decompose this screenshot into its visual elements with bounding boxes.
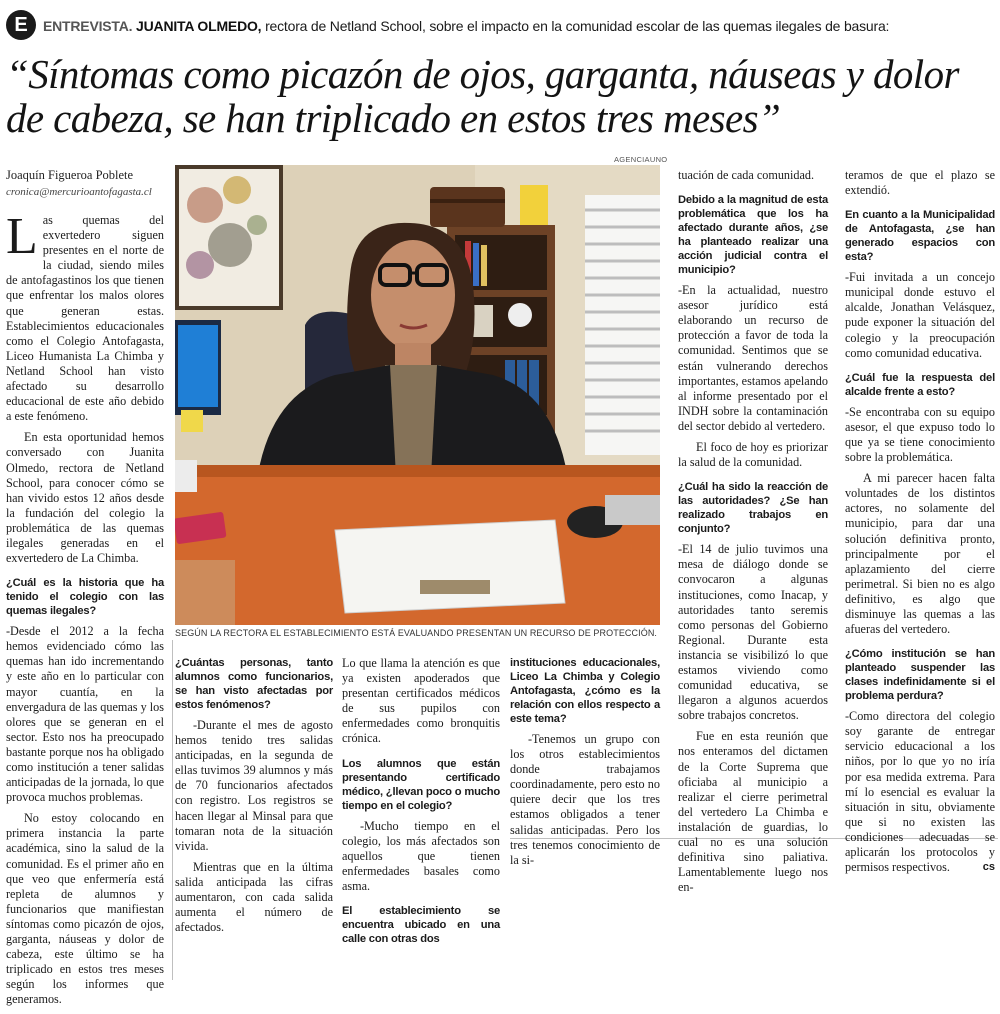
author-name: Joaquín Figueroa Poblete [6,168,134,182]
question: En cuanto a la Municipalidad de Antofagasta, ¿se han generado espacios con esta? [845,209,995,264]
end-mark: cs [982,861,995,874]
paragraph: -Durante el mes de agosto hemos tenido tres salidas anticipadas, en la segunda de ellas tuvimos 39 alumnos y más de 70 funcionarios afectados con registro. Los registros se hacen llegar al Minsal para que tomaran nota de la situación vivida. [175,718,333,853]
question: ¿Cuántas personas, tanto alumnos como funcionarios, se han visto afectadas por estos fenómenos? [175,657,333,711]
paragraph: -En la actualidad, nuestro asesor jurídico está elaborando un recurso de protección a favor de toda la comunidad. Sentimos que se están vulnerando derechos importantes, estamos apelando al informe presentado por el INDH sobre la contaminación del sector debido al vertedero. [678,283,828,433]
column-3 [342,656,500,952]
paragraph: -Fui invitada a un concejo municipal donde estuvo el alcalde, Jonathan Velásquez, pude exponer la situación del colegio y la preocupación como comunidad educativa. [845,270,995,360]
paragraph: -Tenemos un grupo con los otros establecimientos donde trabajamos coordinadamente, pero esto no quiere decir que los tres estamos obligados a tener salidas anticipadas. Pero los tres tenemos conocimiento de la si- [510,732,660,867]
paragraph: -El 14 de julio tuvimos una mesa de diálogo donde se convocaron a algunas instituciones, como Inacap, y autoridades tanto seremis como personas del Gobierno Regional. Durante esta instancia se visibilizó lo que estamos viviendo como comunidad educativa, se llegaron a algunos acuerdos sobre trabajos concretos. [678,542,828,723]
question: ¿Cuál ha sido la reacción de las autoridades? ¿Se han realizado trabajos en conjunto? [678,481,828,536]
question: ¿Cuál fue la respuesta del alcalde frente a esto? [845,371,995,398]
question: Los alumnos que están presentando certificado médico, ¿llevan poco o mucho tiempo en el colegio? [342,757,500,812]
column-4 [510,656,660,874]
paragraph: tuación de cada comunidad. [678,168,815,182]
question: instituciones educacionales, Liceo La Chimba y Colegio Antofagasta, ¿cómo es la relación con ellos respecto a este tema? [510,657,660,725]
question: ¿Cuál es la historia que ha tenido el colegio con las quemas ilegales? [6,577,164,618]
paragraph: Lo que llama la atención es que ya existen apoderados que presentan certificados médicos de sus pupilos con enfermedades como bronquitis crónica. [342,656,500,746]
headline: “Síntomas como picazón de ojos, garganta, náuseas y dolor de cabeza, se han triplicado en estos tres meses” [6,51,959,141]
section-label: ENTREVISTA. [43,18,133,34]
drop-cap: L [6,208,38,265]
paragraph: Fue en esta reunión que nos enteramos del dictamen de la Corte Suprema que oficiaba al municipio a realizar el cierre perimetral del vertedero La Chimba e instalación de guardias, lo cual no es una solución definitiva sino paliativa. Lamentablemente luego nos en- [678,729,828,895]
paragraph: En esta oportunidad hemos conversado con Juanita Olmedo, rectora de Netland School, para conocer cómo se han vivido estos 12 años desde la fundación del colegio la problemática de las quemas ilegales generadas en el exvertedero de La Chimba. [6,430,164,566]
column-divider [172,640,173,980]
paragraph: teramos de que el plazo se extendió. [845,168,995,198]
photo-illustration [175,165,660,625]
column-6 [845,168,995,881]
section-badge: E [6,10,36,40]
paragraph: No estoy colocando en primera instancia la parte académica, sino la salud de la comunidad. Es el primer año en que veo que enfermería está repleta de alumnos y funcionarios que manifiestan síntomas como picazón de ojos, garganta, náuseas y dolor de cabeza, este último se ha triplicado en estos tres meses según los informes que generamos. [6,811,164,1007]
byline [6,168,171,198]
author-email[interactable]: cronica@mercurioantofagasta.cl [6,186,152,198]
column-1 [6,208,164,1014]
paragraph: -Se encontraba con su equipo asesor, el que expuso todo lo que ya se tiene conocimiento sobre la problemática. [845,404,995,465]
paragraph: A mi parecer hacen falta voluntades de los distintos actores, no solamente del municipio, para dar una solución definitiva pronto, principalmente por el aplazamiento del cierre perimetral. Si bien no es algo definitivo, es algo que disminuye las quemas a las afueras del vertedero. [845,471,995,637]
column-2 [175,656,333,941]
photo-caption: SEGÚN LA RECTORA EL ESTABLECIMIENTO ESTÁ EVALUANDO PRESENTAN UN RECURSO DE PROTECCIÓN. [175,628,658,638]
column-5 [678,168,828,901]
kicker-line [43,18,889,34]
paragraph: -Como directora del colegio soy garante de entregar servicio educacional a los niños, por lo que yo no iría por esa medida extrema. Para mí lo esencial es evaluar la situación in situ, obviamente que si no existen las condiciones adecuadas se aplicarán los protocolos y permisos respectivos. cs [845,709,995,875]
question: El establecimiento se encuentra ubicado en una calle con otras dos [342,905,500,946]
paragraph: Mientras que en la última salida anticipada las cifras aumentaron, con cada salida aumenta el número de afectados. [175,859,333,935]
lead-paragraph: Las quemas del exvertedero siguen presentes en el norte de la ciudad, siendo miles de antofagastinos los que tienen que enfrentar los malos olores que generan estas. Establecimientos educacionales como el Colegio Antofagasta, Liceo Humanista La Chimba y Netland School han visto afectado su desarrollo educacional de este año debido a este fenómeno. [6,208,164,424]
article-kicker [6,10,994,40]
kicker-description: rectora de Netland School, sobre el impacto en la comunidad escolar de las quemas ilegales de basura: [261,18,890,34]
paragraph: El foco de hoy es priorizar la salud de la comunidad. [678,440,828,470]
question: Debido a la magnitud de esta problemática que los ha afectado durante años, ¿se ha planteado realizar una acción judicial contra el municipio? [678,194,828,277]
interview-photo [175,165,660,625]
paragraph: -Mucho tiempo en el colegio, los más afectados son aquellos que tienen enfermedades basales como asma. [342,818,500,893]
photo-credit: AGENCIAUNO [614,155,668,164]
question: ¿Cómo institución se han planteado suspender las clases indefinidamente si el problema perdura? [845,648,995,703]
paragraph: -Desde el 2012 a la fecha hemos evidenciado cómo las quemas han ido incrementando y este año en lo particular con mayor cuantía, en la envergadura de las quemas y los olores que se generan en el sector. Esto nos ha preocupado bastante porque nos ha obligado como institución a tener salidas anticipadas de la jornada, lo que provoca muchos problemas. [6,624,164,805]
interviewee-name: JUANITA OLMEDO, [136,18,262,34]
